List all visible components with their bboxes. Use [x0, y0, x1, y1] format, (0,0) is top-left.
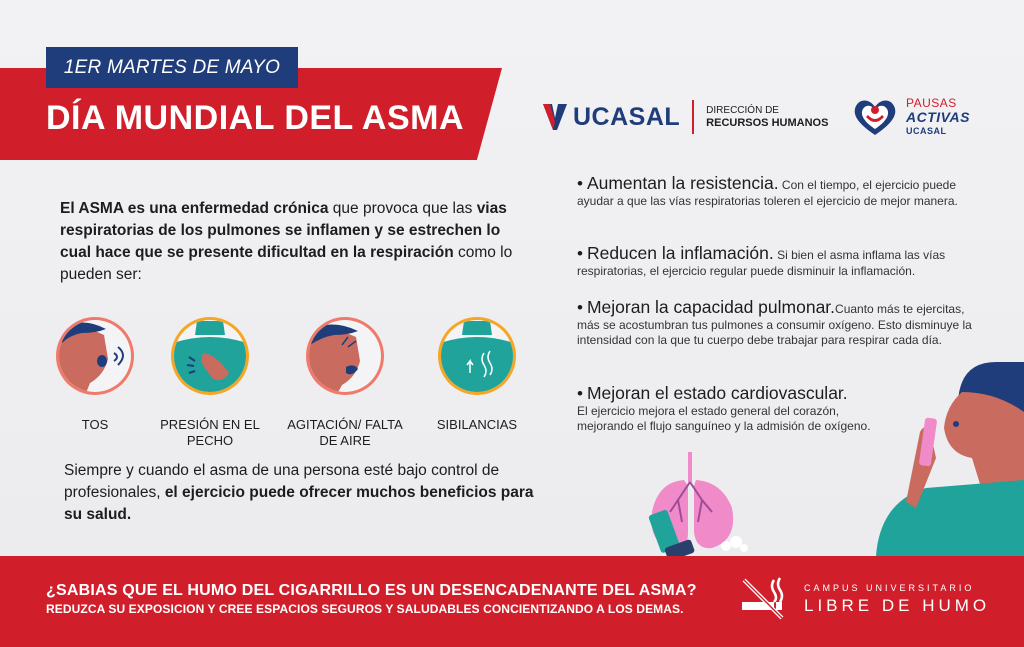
symptom-cough	[30, 313, 160, 433]
intro-bold-3: vias respiratorias de los pulmones se inflamen y se estrechen lo cual hace que se presente dificultad en la respiración	[60, 200, 507, 261]
pausas-line-3: UCASAL	[906, 126, 947, 136]
page-title: DÍA MUNDIAL DEL ASMA	[46, 99, 464, 137]
coughing-face-icon	[52, 313, 138, 399]
date-tag-text: 1ER MARTES DE MAYO	[63, 56, 281, 78]
bullet: •	[577, 384, 583, 403]
benefit-title: Mejoran la capacidad pulmonar.	[586, 297, 836, 317]
symptom-chest-pressure	[145, 313, 275, 449]
intro-bold-1: El ASMA es una enfermedad crónica	[60, 200, 329, 217]
symptom-label: SIBILANCIAS	[436, 417, 518, 432]
pausas-activas-logo	[852, 96, 970, 138]
bullet: •	[577, 298, 583, 317]
benefit-title: Aumentan la resistencia.	[586, 173, 779, 193]
footer-question: ¿SABIAS QUE EL HUMO DEL CIGARRILLO ES UN DESENCADENANTE DEL ASMA?	[46, 582, 697, 599]
logo-divider	[692, 100, 694, 134]
bullet: •	[577, 244, 583, 263]
intro-text-4: como lo pueden ser:	[60, 244, 513, 283]
symptom-wheezing	[412, 313, 542, 433]
footer-subtitle: REDUZCA SU EXPOSICION Y CREE ESPACIOS SEGUROS Y SALUDABLES CONCIENTIZANDO A LOS DEMAS.	[46, 602, 684, 616]
pausas-line-1: PAUSAS	[906, 96, 957, 110]
closing-bold-2: el ejercicio puede ofrecer muchos beneficios para su salud.	[64, 484, 534, 523]
benefit-text: Si bien el asma inflama las vías respiratorias, el ejercicio regular puede disminuir la inflamación.	[577, 248, 946, 278]
benefit-title: Reducen la inflamación.	[586, 243, 774, 263]
symptom-label: AGITACIÓN/ FALTA DE AIRE	[287, 417, 403, 448]
benefit-text: El ejercicio mejora el estado general del corazón, mejorando el flujo sanguíneo y la admisión de oxígeno.	[577, 403, 871, 433]
benefit-item	[577, 383, 887, 435]
heart-person-icon	[852, 97, 898, 137]
person-inhaler-illustration	[876, 362, 1024, 556]
no-smoking-icon	[740, 576, 786, 622]
smoke-free-logo	[740, 576, 990, 622]
closing-text-1: Siempre y cuando el asma de una persona esté bajo control de profesionales,	[64, 462, 500, 501]
campus-line-2: LIBRE DE HUMO	[804, 595, 991, 615]
footer-banner	[0, 556, 1024, 647]
benefit-item	[577, 243, 977, 279]
symptom-shortness-of-breath	[280, 313, 410, 449]
rrhh-label	[706, 105, 828, 130]
ucasal-logo	[543, 100, 828, 134]
campus-line-1: CAMPUS UNIVERSITARIO	[804, 582, 975, 593]
intro-paragraph	[60, 198, 530, 286]
wheezing-icon	[434, 313, 520, 399]
pausas-line-2: ACTIVAS	[906, 109, 970, 125]
lungs-inhaler-illustration	[640, 452, 790, 556]
chest-pressure-icon	[167, 313, 253, 399]
benefit-text: Cuanto más te ejercitas, más se acostumbran tus pulmones a consumir oxígeno. Esto disminuye la intensidad con la que tu cuerpo debe trabajar para respirar cada día.	[577, 302, 972, 347]
benefit-text: Con el tiempo, el ejercicio puede ayudar a que las vías respiratorias toleren el ejercicio de mejor manera.	[577, 178, 958, 208]
rrhh-line-1: DIRECCIÓN DE	[706, 104, 779, 116]
benefit-item	[577, 297, 977, 349]
ucasal-name: UCASAL	[573, 102, 681, 131]
bullet: •	[577, 174, 583, 193]
symptom-label: PRESIÓN EN EL PECHO	[160, 417, 260, 448]
benefit-item	[577, 173, 977, 209]
benefit-title: Mejoran el estado cardiovascular.	[586, 383, 848, 403]
closing-paragraph	[64, 460, 534, 526]
symptom-label: TOS	[81, 417, 109, 432]
shortness-of-breath-icon	[302, 313, 388, 399]
intro-text-2: que provoca que las	[328, 200, 477, 217]
date-tag	[46, 47, 298, 88]
rrhh-line-2: RECURSOS HUMANOS	[706, 116, 829, 129]
ucasal-mark-icon	[543, 104, 567, 130]
